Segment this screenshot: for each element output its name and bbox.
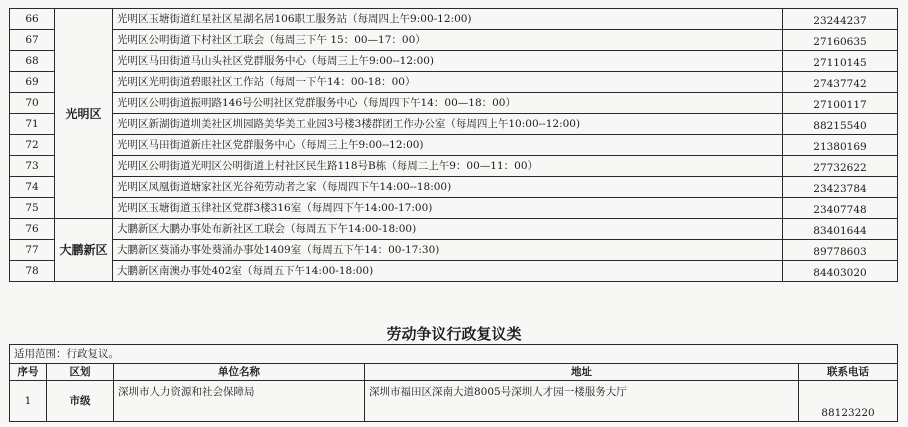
row-phone: 23423784 [783, 177, 898, 198]
row-phone: 23407748 [783, 198, 898, 219]
row-no: 71 [10, 114, 55, 135]
table-row [10, 9, 898, 30]
service-station-table [9, 8, 898, 282]
table-row [10, 177, 898, 198]
row-phone: 27160635 [783, 30, 898, 51]
table-row [10, 30, 898, 51]
row-phone: 27437742 [783, 72, 898, 93]
row-no: 66 [10, 9, 55, 30]
district-cell: 光明区 [55, 9, 113, 219]
row-no: 75 [10, 198, 55, 219]
row-no: 68 [10, 51, 55, 72]
header-district: 区划 [47, 364, 114, 381]
table-row [10, 114, 898, 135]
table-row [10, 381, 898, 422]
row-address: 光明区新湖街道圳美社区圳园路美华美工业园3号楼3楼群团工作办公室（每周四上午10:00--12:00) [113, 114, 783, 135]
row-phone: 27110145 [783, 51, 898, 72]
row-no: 77 [10, 240, 55, 261]
table-row [10, 240, 898, 261]
header-no: 序号 [10, 364, 47, 381]
row-phone: 89778603 [783, 240, 898, 261]
row-phone: 23244237 [783, 9, 898, 30]
row-phone: 84403020 [783, 261, 898, 282]
administrative-review-table [9, 344, 898, 422]
district-cell: 大鹏新区 [55, 219, 113, 282]
row-address: 光明区马田街道新庄社区党群服务中心（每周三上午9:00--12:00) [113, 135, 783, 156]
row-no: 69 [10, 72, 55, 93]
table-row [10, 261, 898, 282]
row-address: 光明区玉塘街道红星社区星湖名居106职工服务站（每周四上午9:00-12:00) [113, 9, 783, 30]
row-address: 深圳市福田区深南大道8005号深圳人才园一楼服务大厅 [365, 381, 799, 422]
table-row [10, 93, 898, 114]
row-address: 大鹏新区南澳办事处402室（每周五下午14:00-18:00) [113, 261, 783, 282]
row-phone: 83401644 [783, 219, 898, 240]
row-address: 光明区公明街道下村社区工联会（每周三下午 15：00—17：00） [113, 30, 783, 51]
row-no: 72 [10, 135, 55, 156]
row-address: 光明区公明街道振明路146号公明社区党群服务中心（每周四下午14：00—18：00） [113, 93, 783, 114]
table-row [10, 72, 898, 93]
row-no: 76 [10, 219, 55, 240]
row-phone: 88123220 [799, 381, 898, 422]
header-unit: 单位名称 [114, 364, 365, 381]
header-phone: 联系电话 [799, 364, 898, 381]
service-station-table-body [10, 9, 898, 282]
row-address: 光明区马田街道马山头社区党群服务中心（每周三上午9:00--12:00) [113, 51, 783, 72]
row-address: 光明区公明街道光明区公明街道上村社区民生路118号B栋（每周二上午9：00—11：00） [113, 156, 783, 177]
row-phone: 27732622 [783, 156, 898, 177]
row-unit: 深圳市人力资源和社会保障局 [114, 381, 365, 422]
row-no: 78 [10, 261, 55, 282]
row-address: 大鹏新区葵涌办事处葵涌办事处1409室（每周五下午14：00-17:30) [113, 240, 783, 261]
row-phone: 27100117 [783, 93, 898, 114]
row-no: 74 [10, 177, 55, 198]
row-no: 67 [10, 30, 55, 51]
scope-note: 适用范围：行政复议。 [10, 345, 898, 364]
table-row [10, 198, 898, 219]
row-no: 73 [10, 156, 55, 177]
row-district: 市级 [47, 381, 114, 422]
row-address: 光明区光明街道碧眼社区工作站（每周一下午14：00-18：00） [113, 72, 783, 93]
row-address: 大鹏新区大鹏办事处布新社区工联会（每周五下午14:00-18:00) [113, 219, 783, 240]
section-title: 劳动争议行政复议类 [386, 325, 522, 343]
row-phone: 21380169 [783, 135, 898, 156]
row-address: 光明区玉塘街道玉律社区党群3楼316室（每周四下午14:00-17:00) [113, 198, 783, 219]
table-header-row [10, 364, 898, 381]
table-row [10, 135, 898, 156]
table-row [10, 156, 898, 177]
header-address: 地址 [365, 364, 799, 381]
table-row [10, 51, 898, 72]
table-row [10, 219, 898, 240]
row-address: 光明区凤凰街道塘家社区光谷苑劳动者之家（每周四下午14:00--18:00) [113, 177, 783, 198]
row-phone: 88215540 [783, 114, 898, 135]
row-no: 70 [10, 93, 55, 114]
row-no: 1 [10, 381, 47, 422]
